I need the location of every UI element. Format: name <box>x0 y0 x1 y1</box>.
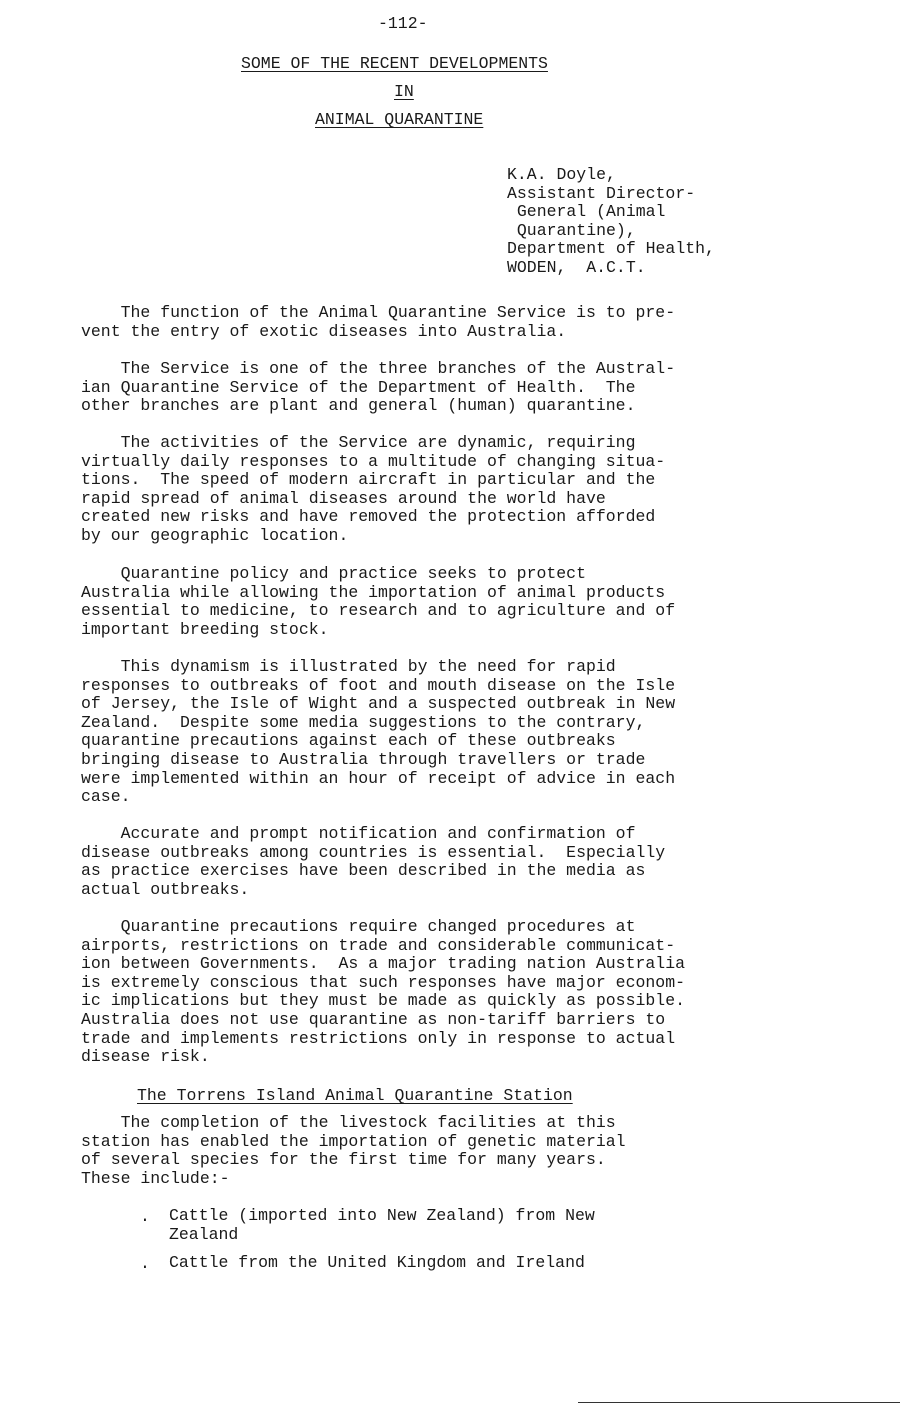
paragraph: The function of the Animal Quarantine Service is to pre- vent the entry of exotic diseases into Australia. <box>81 303 676 341</box>
list-item: Cattle from the United Kingdom and Ireland <box>169 1253 585 1272</box>
section-heading: The Torrens Island Animal Quarantine Station <box>137 1086 573 1105</box>
list-item: Cattle (imported into New Zealand) from New Zealand <box>169 1206 595 1244</box>
paragraph: Accurate and prompt notification and confirmation of disease outbreaks among countries is essential. Especially as practice exercises have been described in the media as actual outbreaks. <box>81 824 666 899</box>
footer-rule <box>578 1402 900 1403</box>
paragraph: The Service is one of the three branches of the Austral- ian Quarantine Service of the Department of Health. The other branches are plant and general (human) quarantine. <box>81 359 676 416</box>
bullet-marker: . <box>140 1254 150 1273</box>
author-line: WODEN, A.C.T. <box>507 258 646 277</box>
section-intro: The completion of the livestock facilities at this station has enabled the importation of genetic material of several species for the first time for many years. These include:- <box>81 1113 626 1188</box>
paragraph: The activities of the Service are dynamic, requiring virtually daily responses to a multitude of changing situa- tions. The speed of modern aircraft in particular and the rapid spread of animal diseases around the world have created new risks and have removed the protection afforded by our geographic location. <box>81 433 666 545</box>
page-number: -112- <box>378 14 428 33</box>
title-line-1: SOME OF THE RECENT DEVELOPMENTS <box>241 54 548 73</box>
author-line: Quarantine), <box>507 220 636 240</box>
author-line: Assistant Director- <box>507 183 696 203</box>
author-line: K.A. Doyle, <box>507 165 616 184</box>
bullet-marker: . <box>140 1207 150 1226</box>
paragraph: Quarantine policy and practice seeks to protect Australia while allowing the importation of animal products essential to medicine, to research and to agriculture and of important breeding stock. <box>81 564 676 639</box>
author-line: Department of Health, <box>507 239 715 259</box>
author-line: General (Animal <box>507 202 666 222</box>
paragraph: This dynamism is illustrated by the need for rapid responses to outbreaks of foot and mouth disease on the Isle of Jersey, the Isle of Wight and a suspected outbreak in New Zealand. Despite some media suggestions to the contrary, quarantine precautions against each of these outbreaks bringing disease to Australia through travellers or trade were implemented within an hour of receipt of advice in each case. <box>81 657 676 807</box>
title-line-2: IN <box>394 82 414 101</box>
title-line-3: ANIMAL QUARANTINE <box>315 110 484 129</box>
paragraph: Quarantine precautions require changed procedures at airports, restrictions on trade and considerable communicat- ion between Governments. As a major trading nation Australia is extremely conscious that such responses have major econom- ic implications but they must be made as quickly as possible. Australia does not use quarantine as non-tariff barriers to trade and implements restrictions only in response to actual disease risk. <box>81 917 685 1067</box>
